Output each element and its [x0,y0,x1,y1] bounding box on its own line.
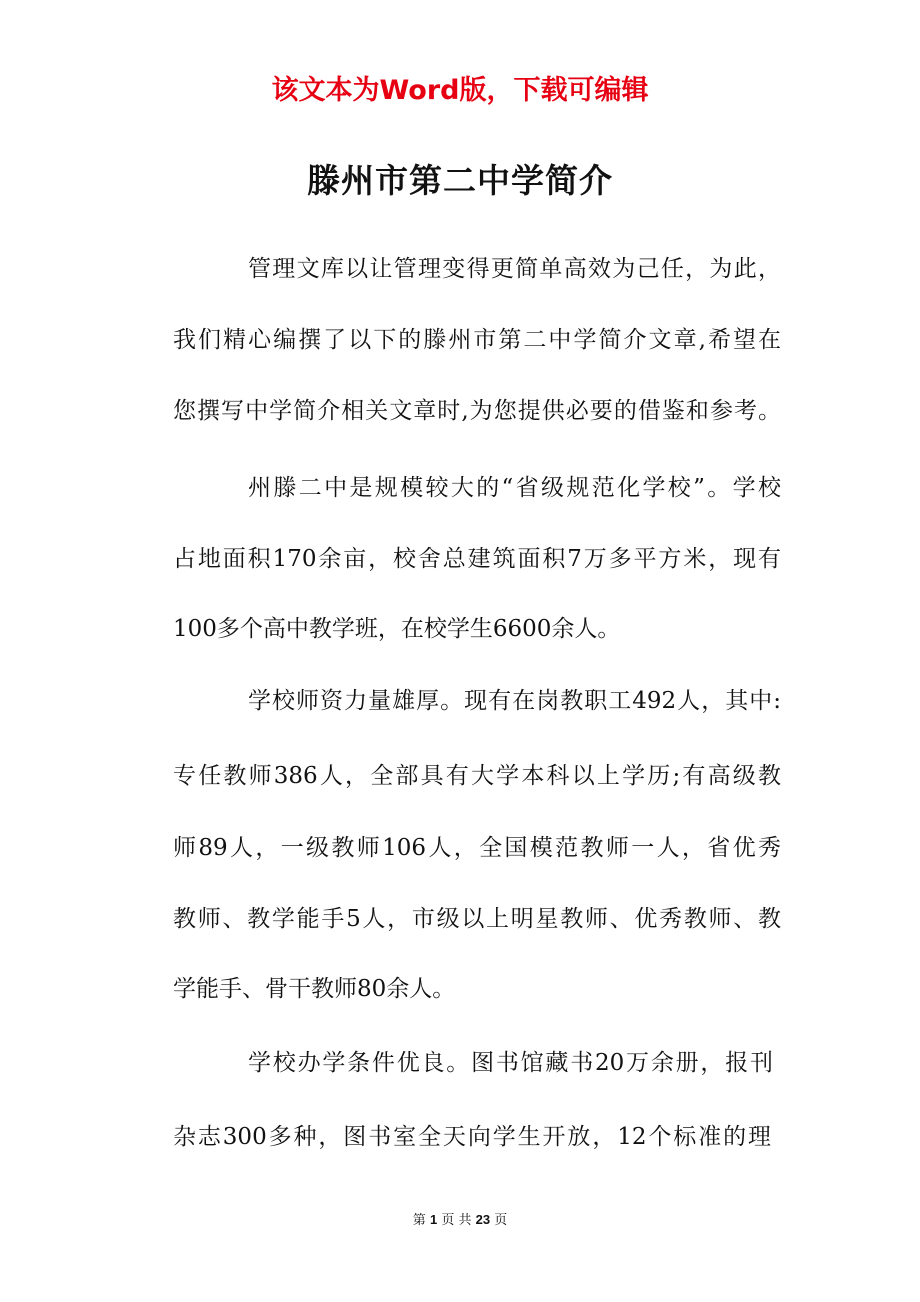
paragraph-line: 专任教师386人，全部具有大学本科以上学历;有高级教 [173,763,781,789]
footer-middle: 页 共 [441,1213,472,1228]
paragraph-line: 您撰写中学简介相关文章时,为您提供必要的借鉴和参考。 [173,398,781,424]
word-version-banner: 该文本为Word版，下载可编辑 [271,75,649,106]
footer-prefix: 第 [412,1213,426,1228]
paragraph-line: 师89人，一级教师106人，全国模范教师一人，省优秀 [173,835,781,861]
total-page-count: 23 [475,1212,491,1227]
paragraph-line: 管理文库以让管理变得更简单高效为己任，为此， [248,256,781,282]
paragraph-line: 学校办学条件优良。图书馆藏书20万余册，报刊 [248,1050,773,1076]
paragraph-line: 学校师资力量雄厚。现有在岗教职工492人，其中: [248,688,781,714]
current-page-number: 1 [429,1212,438,1227]
paragraph-line: 杂志300多种，图书室全天向学生开放，12个标准的理 [173,1124,771,1150]
document-title: 滕州市第二中学简介 [307,161,613,200]
paragraph-line: 100多个高中教学班，在校学生6600余人。 [173,616,621,642]
paragraph-line: 我们精心编撰了以下的滕州市第二中学简介文章,希望在 [173,327,781,353]
paragraph-line: 占地面积170余亩，校舍总建筑面积7万多平方米，现有 [173,546,781,572]
paragraph-line: 州滕二中是规模较大的“省级规范化学校”。学校 [248,475,781,501]
paragraph-line: 学能手、骨干教师80余人。 [173,976,456,1002]
paragraph-line: 教师、教学能手5人，市级以上明星教师、优秀教师、教 [173,906,781,932]
footer-suffix: 页 [494,1213,508,1228]
page-footer [0,1209,920,1228]
